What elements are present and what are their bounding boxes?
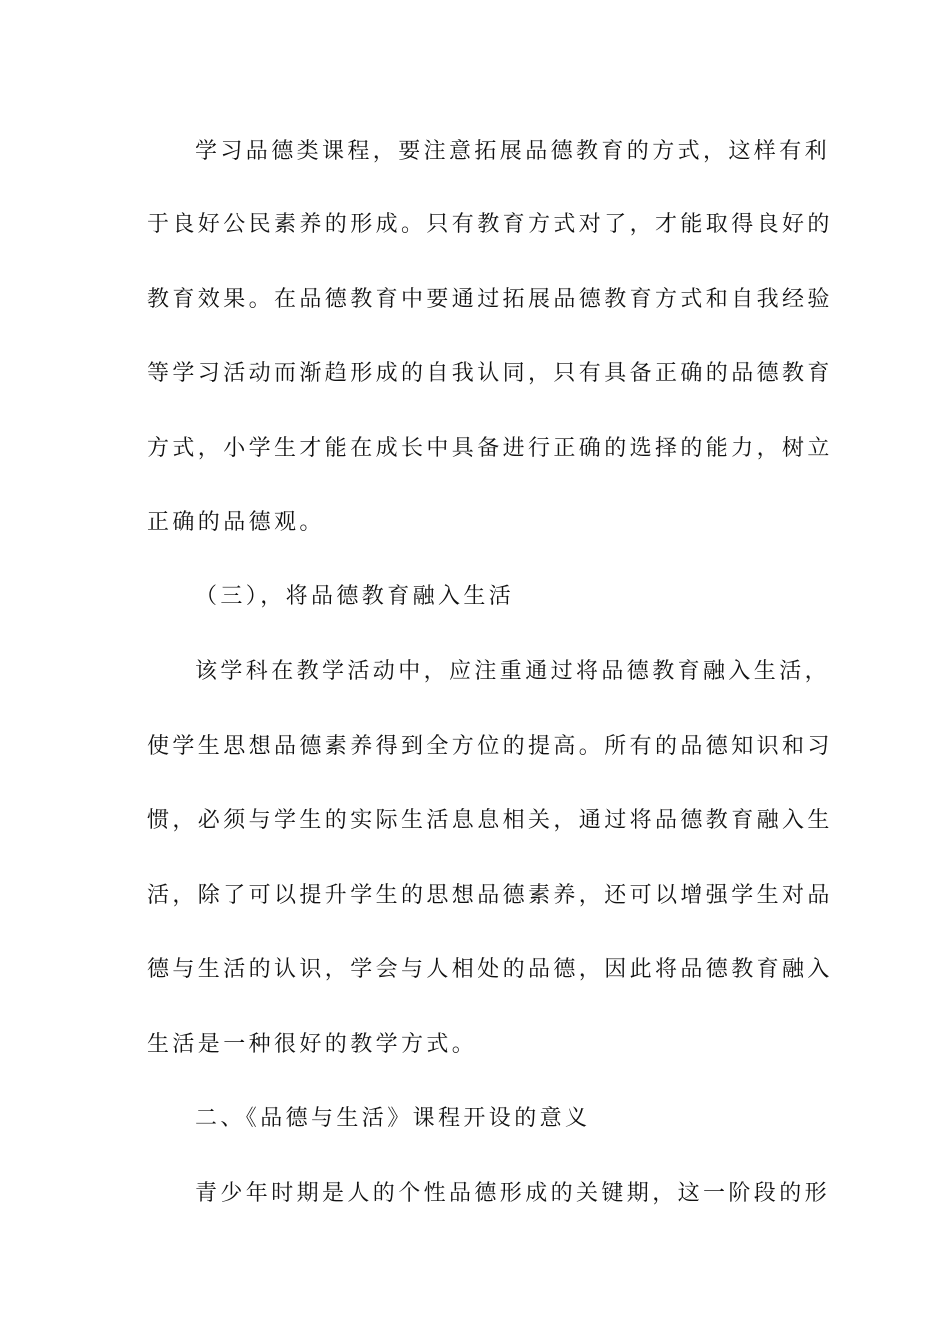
paragraph-1-line-2: 于良好公民素养的形成。只有教育方式对了，才能取得良好的 bbox=[147, 212, 833, 237]
paragraph-2-line-5: 德与生活的认识，学会与人相处的品德，因此将品德教育融入 bbox=[147, 957, 833, 982]
paragraph-2-line-1: 该学科在教学活动中，应注重通过将品德教育融入生活， bbox=[195, 659, 831, 684]
paragraph-1-line-3: 教育效果。在品德教育中要通过拓展品德教育方式和自我经验 bbox=[147, 287, 833, 312]
section-heading-2: 二、《品德与生活》课程开设的意义 bbox=[195, 1106, 591, 1131]
paragraph-2-line-3: 惯，必须与学生的实际生活息息相关，通过将品德教育融入生 bbox=[147, 808, 833, 833]
paragraph-2-line-4: 活，除了可以提升学生的思想品德素养，还可以增强学生对品 bbox=[147, 883, 833, 908]
paragraph-2-line-2: 使学生思想品德素养得到全方位的提高。所有的品德知识和习 bbox=[147, 734, 833, 759]
paragraph-1-line-4: 等学习活动而渐趋形成的自我认同，只有具备正确的品德教育 bbox=[147, 361, 833, 386]
paragraph-1-line-6: 正确的品德观。 bbox=[147, 510, 325, 535]
subheading-3: （三），将品德教育融入生活 bbox=[195, 584, 515, 609]
paragraph-1-line-1: 学习品德类课程，要注意拓展品德教育的方式，这样有利 bbox=[195, 139, 831, 164]
paragraph-1-line-5: 方式，小学生才能在成长中具备进行正确的选择的能力，树立 bbox=[147, 436, 833, 461]
paragraph-2-line-6: 生活是一种很好的教学方式。 bbox=[147, 1032, 478, 1057]
paragraph-3-line-1: 青少年时期是人的个性品德形成的关键期，这一阶段的形 bbox=[195, 1181, 831, 1206]
